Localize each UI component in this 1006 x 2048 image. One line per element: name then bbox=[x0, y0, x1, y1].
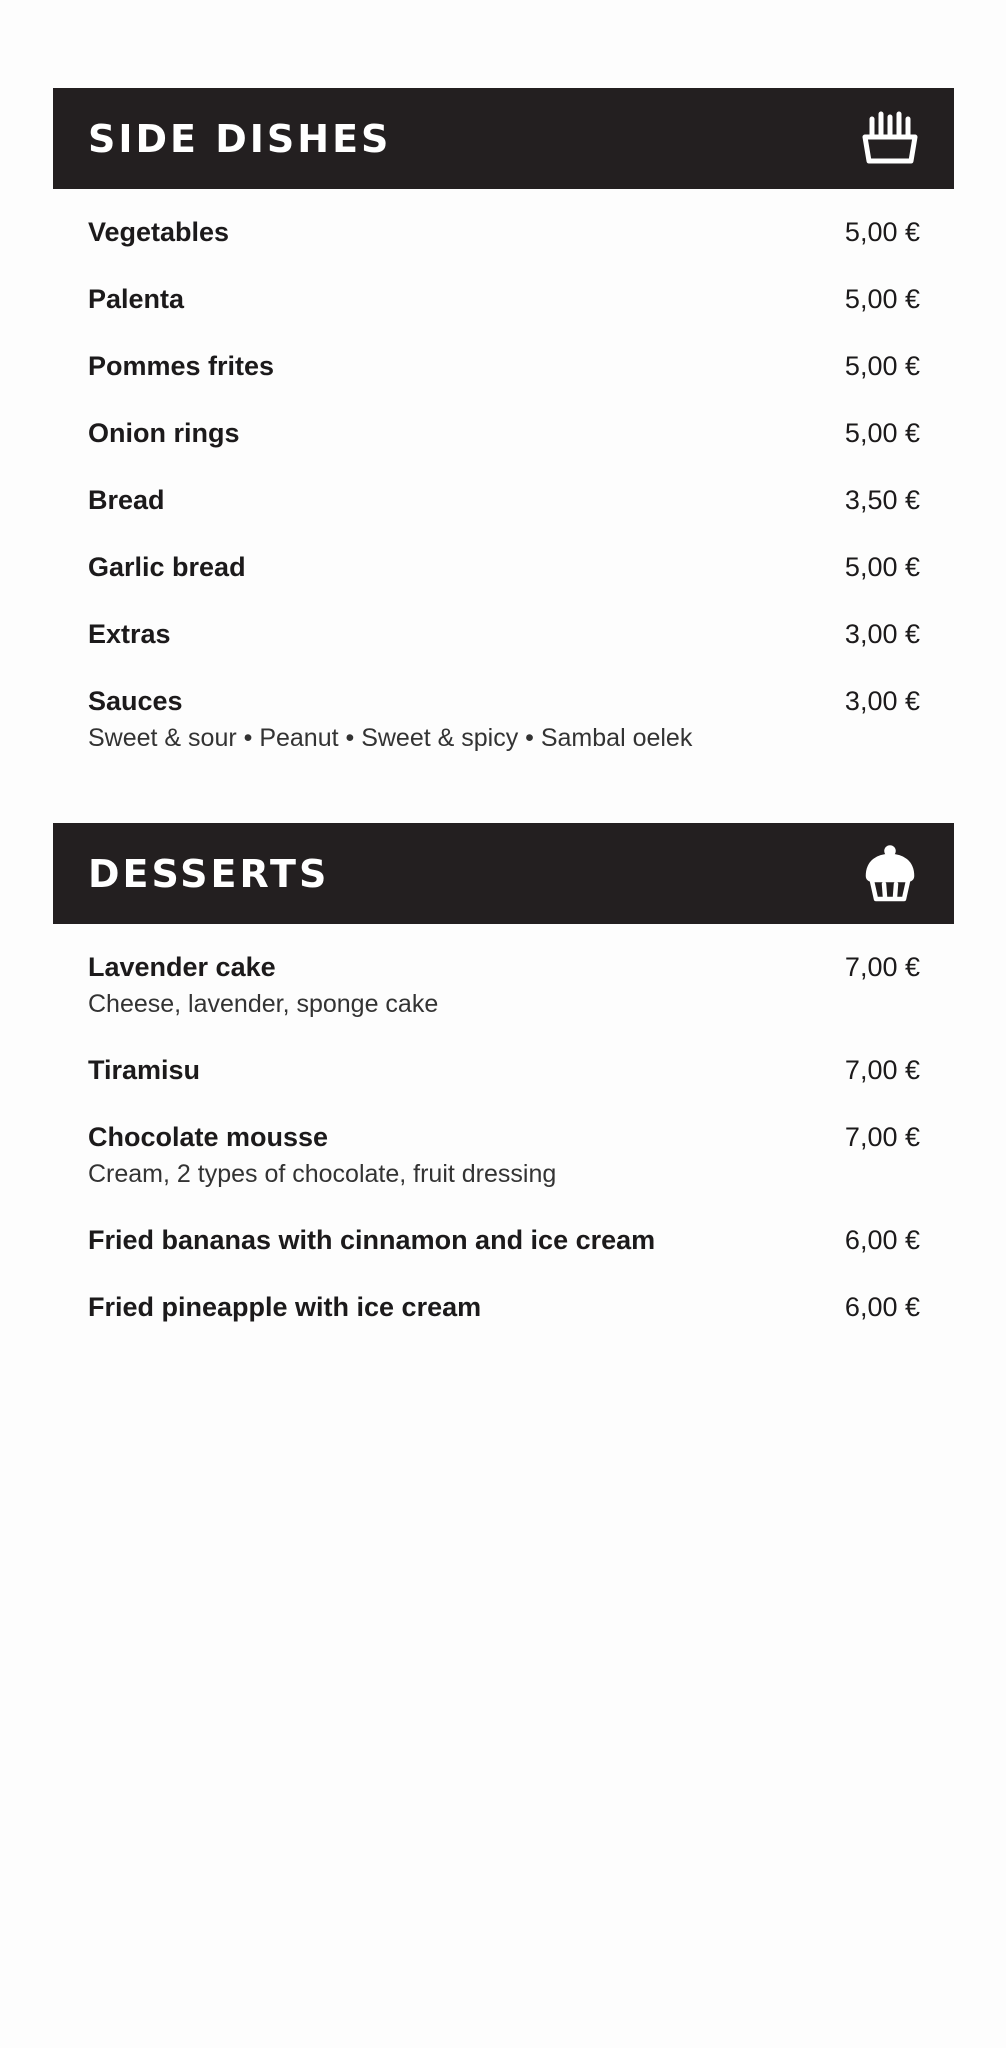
menu-item-line bbox=[88, 1287, 920, 1327]
menu-item bbox=[88, 346, 920, 386]
menu-item-description: Sweet & sour • Peanut • Sweet & spicy • Sambal oelek bbox=[88, 724, 693, 752]
side-dishes-title: SIDE DISHES bbox=[88, 116, 392, 161]
cupcake-icon bbox=[860, 844, 920, 904]
menu-item bbox=[88, 947, 920, 1023]
desserts-header bbox=[53, 823, 954, 924]
menu-item-line bbox=[88, 614, 920, 654]
menu-item bbox=[88, 1287, 920, 1327]
menu-item-name: Tiramisu bbox=[88, 1055, 201, 1085]
menu-item-price: 5,00 € bbox=[844, 217, 920, 247]
menu-item-line bbox=[88, 681, 920, 721]
menu-item-price: 3,00 € bbox=[844, 686, 920, 716]
menu-item-line bbox=[88, 212, 920, 252]
menu-item-name: Fried bananas with cinnamon and ice cream bbox=[88, 1225, 656, 1255]
menu-item-name: Lavender cake bbox=[88, 952, 276, 982]
menu-item-price: 5,00 € bbox=[844, 552, 920, 582]
menu-item-name: Vegetables bbox=[88, 217, 230, 247]
fries-basket-icon bbox=[860, 109, 920, 169]
menu-item-name: Onion rings bbox=[88, 418, 240, 448]
menu-item-price: 3,00 € bbox=[844, 619, 920, 649]
menu-item-line bbox=[88, 547, 920, 587]
menu-item-name: Palenta bbox=[88, 284, 185, 314]
menu-item bbox=[88, 1220, 920, 1260]
menu-item bbox=[88, 1117, 920, 1193]
menu-item-name: Garlic bread bbox=[88, 552, 246, 582]
menu-item bbox=[88, 681, 920, 757]
menu-item-price: 5,00 € bbox=[844, 284, 920, 314]
menu-item-name: Extras bbox=[88, 619, 171, 649]
menu-item-price: 6,00 € bbox=[844, 1225, 920, 1255]
menu-item-description: Cheese, lavender, sponge cake bbox=[88, 990, 439, 1018]
menu-item-name: Bread bbox=[88, 485, 165, 515]
menu-item bbox=[88, 547, 920, 587]
desserts-title: DESSERTS bbox=[88, 851, 330, 896]
menu-item bbox=[88, 1050, 920, 1090]
menu-item-name: Sauces bbox=[88, 686, 183, 716]
menu-item-description: Cream, 2 types of chocolate, fruit dressing bbox=[88, 1160, 557, 1188]
menu-item-line bbox=[88, 413, 920, 453]
menu-item-line bbox=[88, 1117, 920, 1157]
menu-item-price: 7,00 € bbox=[844, 1055, 920, 1085]
desserts-list bbox=[53, 924, 954, 1327]
menu-item-price: 5,00 € bbox=[844, 351, 920, 381]
menu-item-price: 7,00 € bbox=[844, 1122, 920, 1152]
desserts-section bbox=[53, 823, 954, 1354]
menu-item bbox=[88, 480, 920, 520]
menu-item-line bbox=[88, 1220, 920, 1260]
side-dishes-section bbox=[53, 88, 954, 784]
menu-item-name: Chocolate mousse bbox=[88, 1122, 329, 1152]
menu-item-price: 7,00 € bbox=[844, 952, 920, 982]
menu-item-price: 5,00 € bbox=[844, 418, 920, 448]
menu-item bbox=[88, 279, 920, 319]
menu-item-price: 3,50 € bbox=[844, 485, 920, 515]
menu-item-line bbox=[88, 947, 920, 987]
menu-item-line bbox=[88, 346, 920, 386]
menu-item-name: Fried pineapple with ice cream bbox=[88, 1292, 482, 1322]
menu-item-price: 6,00 € bbox=[844, 1292, 920, 1322]
side-dishes-header bbox=[53, 88, 954, 189]
menu-item-line bbox=[88, 1050, 920, 1090]
menu-item bbox=[88, 413, 920, 453]
menu-item bbox=[88, 212, 920, 252]
menu-item-name: Pommes frites bbox=[88, 351, 275, 381]
menu-item bbox=[88, 614, 920, 654]
side-dishes-list bbox=[53, 189, 954, 757]
menu-item-line bbox=[88, 480, 920, 520]
menu-item-line bbox=[88, 279, 920, 319]
